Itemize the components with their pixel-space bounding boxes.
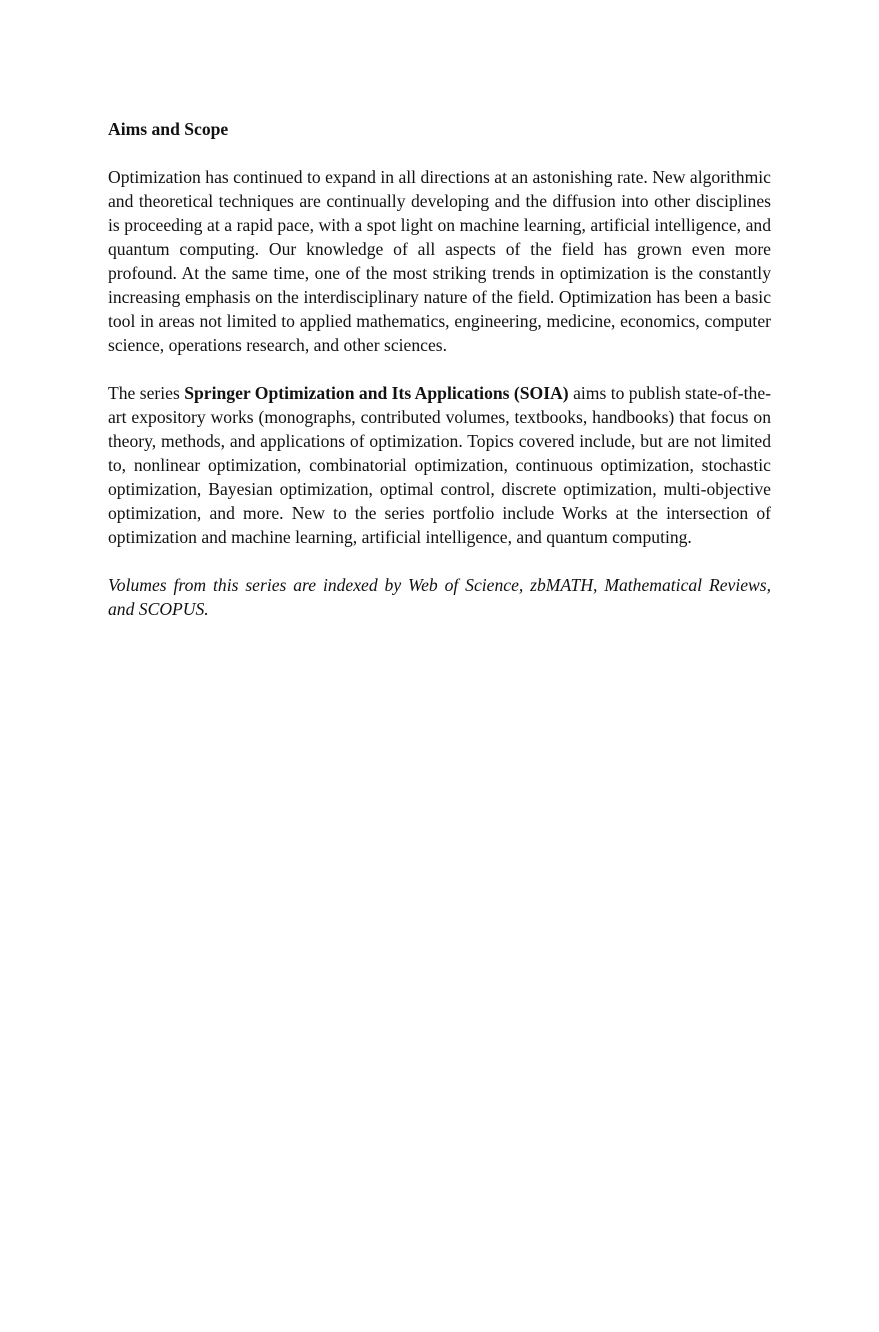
series-name: Springer Optimization and Its Applications (SOIA) [184,383,569,403]
indexing-note: Volumes from this series are indexed by Web of Science, zbMATH, Mathematical Reviews, and SCOPUS. [108,575,771,619]
body-paragraph-1: Optimization has continued to expand in all directions at an astonishing rate. New algorithmic and theoretical techniques are continually developing and the diffusion into other disciplines is proceeding at a rapid pace, with a spot light on machine learning, artificial intelligence, and quantum computing. Our knowledge of all aspects of the field has grown even more profound. At the same time, one of the most striking trends in optimization is the constantly increasing emphasis on the interdisciplinary nature of the field. Optimization has been a basic tool in areas not limited to applied mathematics, engineering, medicine, economics, computer science, operations research, and other sciences. [108,167,771,355]
document-page [108,117,771,621]
body-paragraph-2 [108,381,771,549]
section-heading: Aims and Scope [108,119,229,139]
paragraph-2-prefix: The series [108,383,185,403]
paragraph-2-suffix: aims to publish state-of-the-art expository works (monographs, contributed volumes, textbooks, handbooks) that focus on theory, methods, and applications of optimization. Topics covered include, but are not limited to, nonlinear optimization, combinatorial optimization, continuous optimization, stochastic optimization, Bayesian optimization, optimal control, discrete optimization, multi-objective optimization, and more. New to the series portfolio include Works at the intersection of optimization and machine learning, artificial intelligence, and quantum computing. [108,383,771,547]
